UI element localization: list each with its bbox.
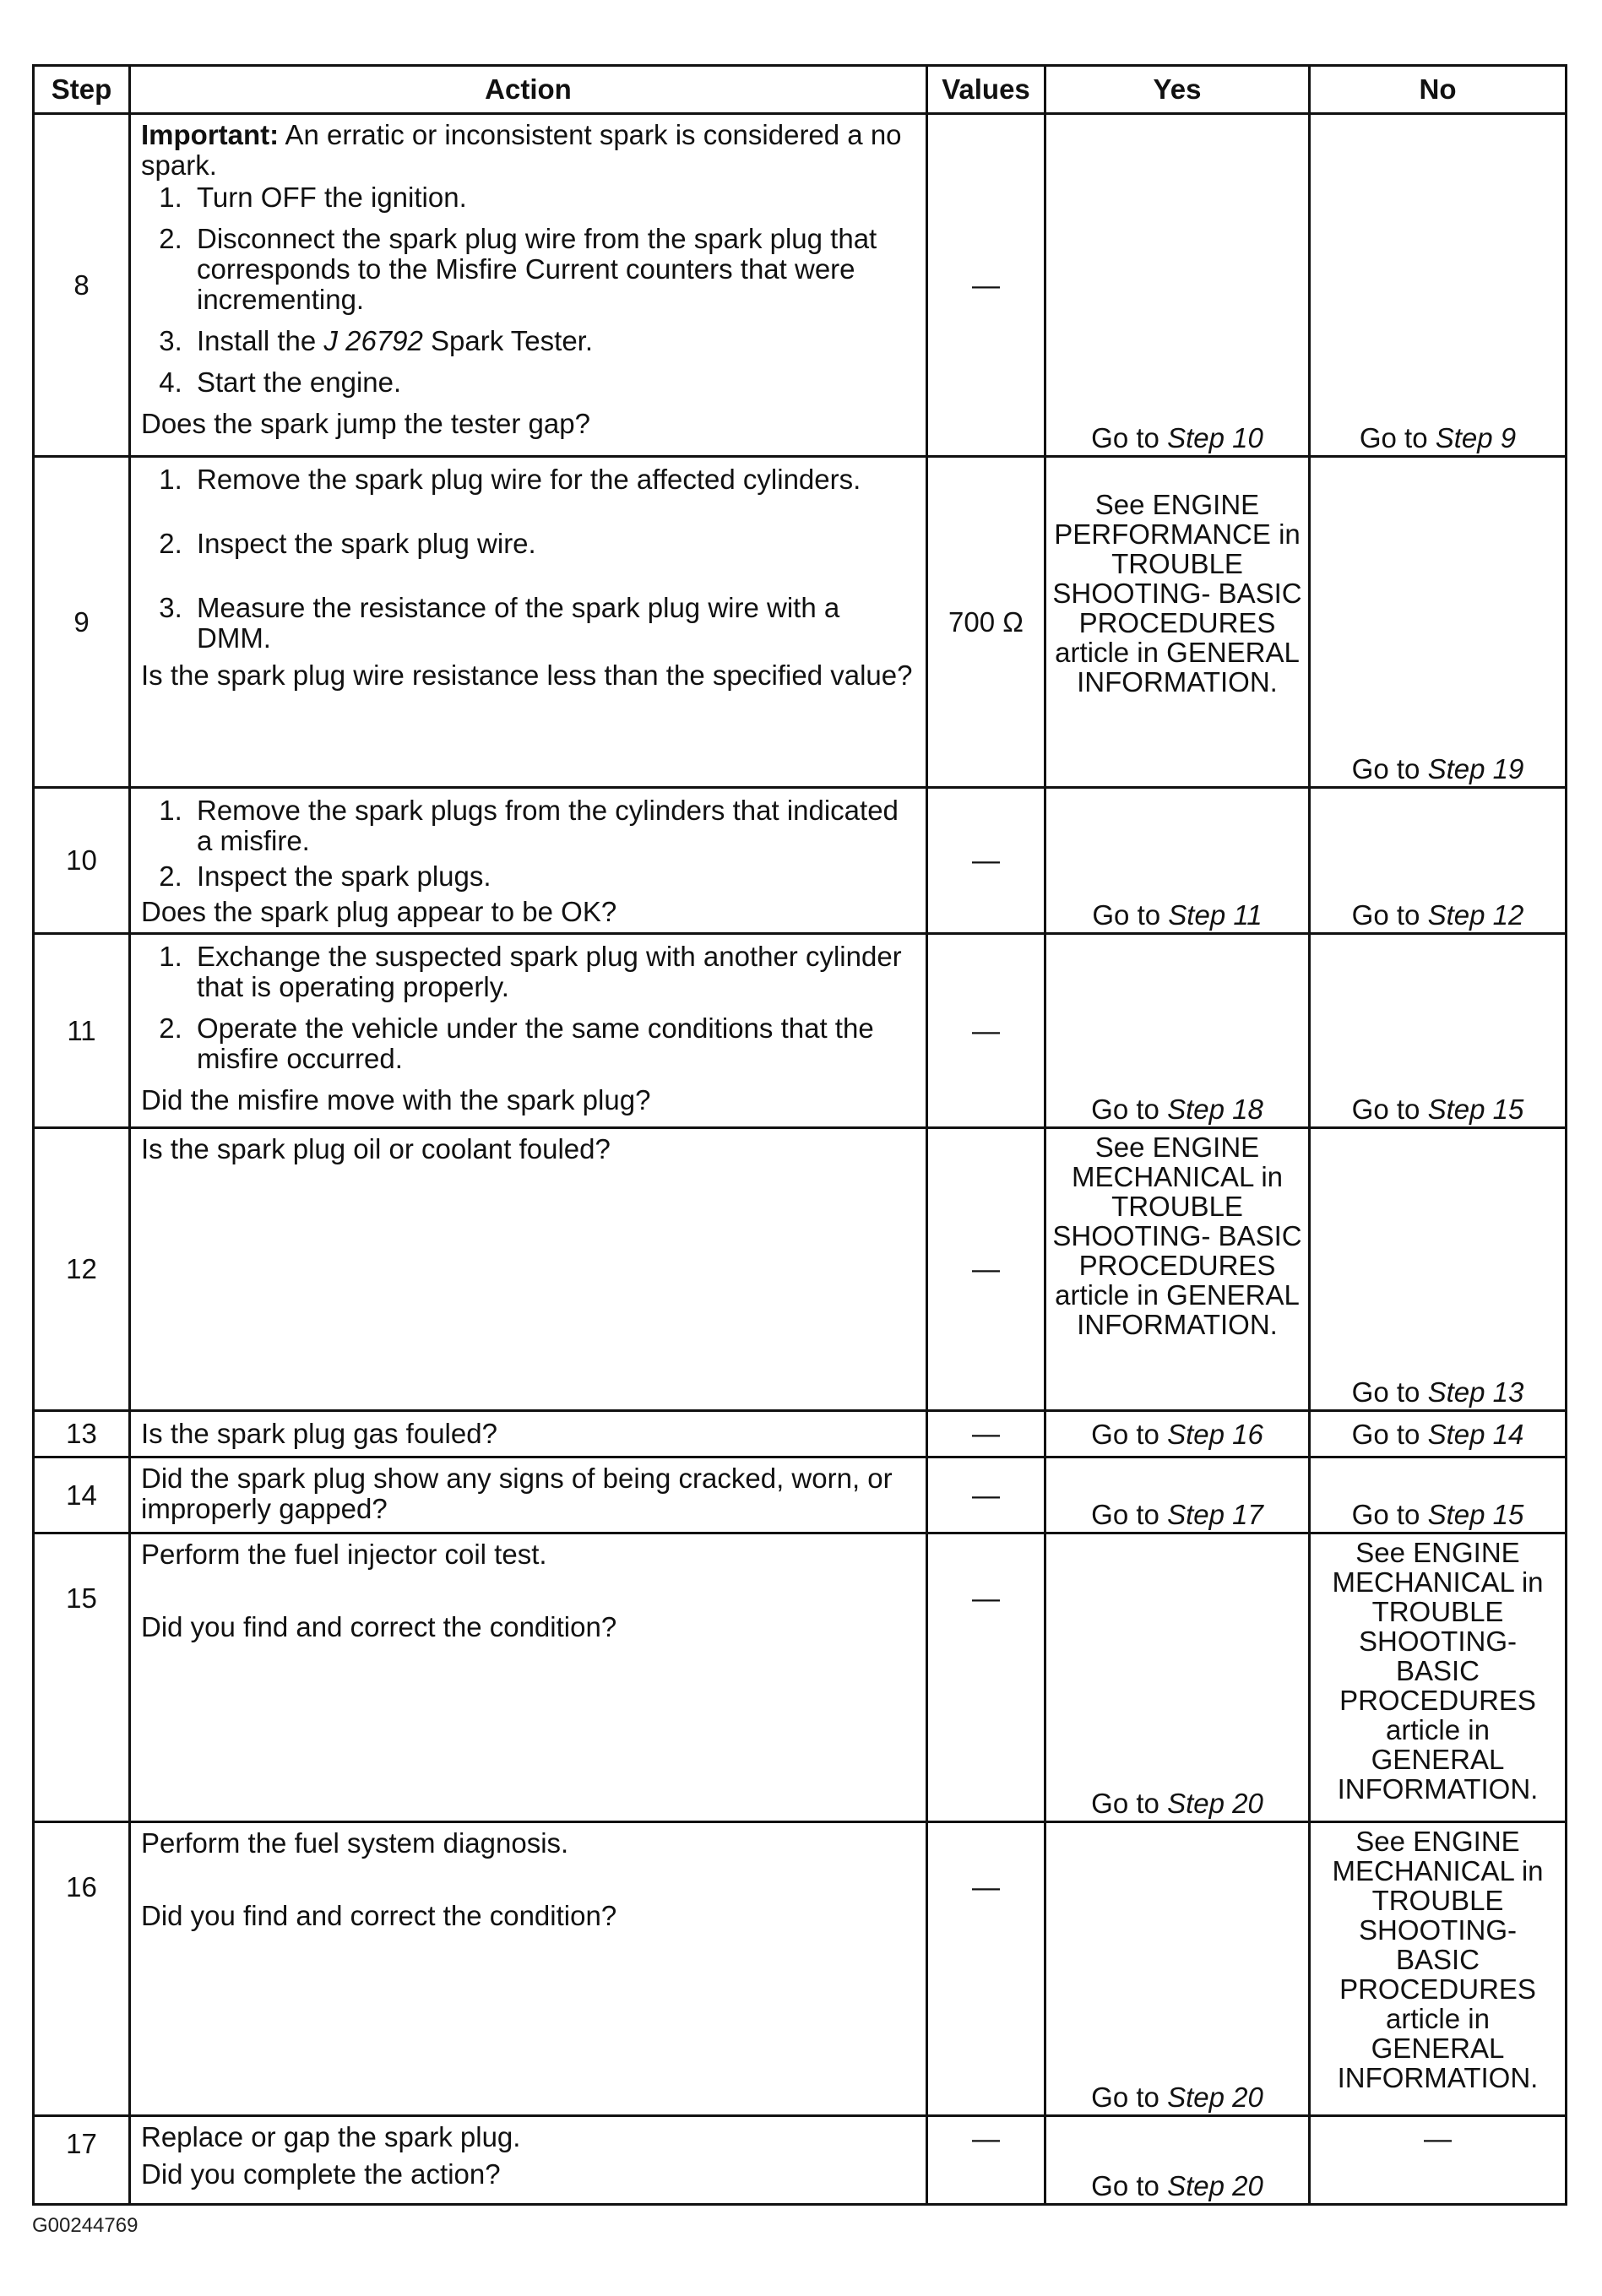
step-number-text: 16 [66, 1871, 97, 1902]
values-cell: — [927, 934, 1045, 1128]
goto-step-ref: Step 15 [1427, 1094, 1524, 1125]
goto-text: Go to [1351, 1419, 1428, 1450]
action-list [141, 795, 915, 892]
no-goto [1316, 1377, 1560, 1408]
action-item [190, 326, 915, 356]
table-row [34, 457, 1567, 788]
action-cell [130, 114, 927, 457]
table-row [34, 1822, 1567, 2116]
action-question: Is the spark plug oil or coolant fouled? [141, 1133, 611, 1164]
no-cell [1310, 1128, 1567, 1411]
step-number-text: 15 [66, 1582, 97, 1614]
goto-step-ref: Step 12 [1427, 899, 1524, 931]
goto-text: Go to [1351, 753, 1428, 784]
action-item: 2. Operate the vehicle under the same conditions that the misfire occurred. [190, 1013, 915, 1074]
action-cell [130, 1128, 927, 1411]
no-goto [1316, 1500, 1560, 1530]
no-cell [1310, 1822, 1567, 2116]
action-item: 1. Exchange the suspected spark plug with another cylinder that is operating properly. [190, 942, 915, 1002]
goto-step-ref: Step 17 [1167, 1499, 1263, 1530]
goto-step-ref: Step 19 [1427, 753, 1524, 784]
reference-note: See ENGINE MECHANICAL in TROUBLE SHOOTING- BASIC PROCEDURES article in GENERAL INFORMATION. [1052, 1132, 1302, 1340]
goto-step-ref: Step 13 [1427, 1376, 1524, 1408]
yes-cell [1045, 1822, 1310, 2116]
no-cell [1310, 457, 1567, 788]
action-line: Perform the fuel injector coil test. [141, 1539, 547, 1570]
yes-cell [1045, 1411, 1310, 1457]
yes-cell [1045, 1533, 1310, 1822]
goto-text: Go to [1091, 1094, 1168, 1125]
action-cell [130, 1411, 927, 1457]
yes-cell [1045, 934, 1310, 1128]
no-goto [1316, 754, 1560, 784]
step-number: 10 [34, 788, 130, 934]
table-row [34, 1457, 1567, 1533]
diagnostic-table [32, 64, 1567, 2206]
important-label: Important: [141, 119, 280, 150]
goto-step-ref: Step 16 [1167, 1419, 1263, 1450]
action-item: 2. Inspect the spark plug wire. [190, 529, 915, 559]
values-cell: — [927, 1457, 1045, 1533]
goto-step-ref: Step 10 [1167, 422, 1263, 453]
header-step: Step [34, 66, 130, 114]
action-question: Is the spark plug wire resistance less than the specified value? [141, 659, 913, 691]
yes-cell [1045, 1457, 1310, 1533]
no-cell [1310, 1457, 1567, 1533]
action-question: Is the spark plug gas fouled? [141, 1418, 497, 1449]
no-goto [1316, 423, 1560, 453]
goto-text: Go to [1092, 899, 1169, 931]
no-cell [1310, 934, 1567, 1128]
goto-step-ref: Step 20 [1167, 1788, 1263, 1819]
action-cell [130, 1533, 927, 1822]
values-cell: — [927, 1411, 1045, 1457]
yes-cell [1045, 788, 1310, 934]
action-list [141, 182, 915, 398]
goto-text: Go to [1351, 899, 1428, 931]
action-line: Perform the fuel system diagnosis. [141, 1827, 569, 1859]
values-cell: — [927, 788, 1045, 934]
yes-cell [1045, 114, 1310, 457]
figure-id: G00244769 [32, 2214, 138, 2237]
table-row [34, 934, 1567, 1128]
action-cell [130, 457, 927, 788]
goto-text: Go to [1351, 1499, 1428, 1530]
item-text: Spark Tester. [422, 325, 594, 356]
header-action: Action [130, 66, 927, 114]
action-question: Did you complete the action? [141, 2158, 501, 2190]
header-no: No [1310, 66, 1567, 114]
action-item: 1. Remove the spark plug wire for the affected cylinders. [190, 464, 915, 495]
action-list [141, 464, 915, 654]
no-value: — [1424, 2123, 1452, 2154]
action-cell [130, 2116, 927, 2205]
values-cell [927, 1533, 1045, 1822]
goto-text: Go to [1091, 1419, 1168, 1450]
action-cell [130, 788, 927, 934]
important-text: An erratic or inconsistent spark is considered a no spark. [141, 119, 902, 181]
table-row [34, 114, 1567, 457]
action-question: Did the misfire move with the spark plug? [141, 1084, 651, 1115]
action-item: 4. Start the engine. [190, 367, 915, 398]
reference-note: See ENGINE PERFORMANCE in TROUBLE SHOOTING- BASIC PROCEDURES article in GENERAL INFORMATION. [1052, 489, 1302, 697]
yes-cell [1045, 457, 1310, 788]
goto-text: Go to [1091, 1788, 1168, 1819]
no-cell [1310, 1533, 1567, 1822]
goto-step-ref: Step 20 [1167, 2170, 1263, 2201]
no-cell [1310, 788, 1567, 934]
action-question: Did you find and correct the condition? [141, 1900, 617, 1931]
step-number-text: 17 [66, 2128, 97, 2159]
values-cell: — [927, 1128, 1045, 1411]
action-item: 2. Disconnect the spark plug wire from the spark plug that corresponds to the Misfire Current counters that were incrementing. [190, 224, 915, 315]
tool-number: J 26792 [323, 325, 423, 356]
values-cell: 700 Ω [927, 457, 1045, 788]
values-cell [927, 2116, 1045, 2205]
step-number: 11 [34, 934, 130, 1128]
action-cell [130, 1822, 927, 2116]
values-cell: — [927, 114, 1045, 457]
item-text: Install the [197, 325, 324, 356]
action-item: 1. Turn OFF the ignition. [190, 182, 915, 213]
yes-goto [1051, 1500, 1303, 1530]
goto-step-ref: Step 20 [1167, 2082, 1263, 2113]
step-number: 14 [34, 1457, 130, 1533]
no-cell [1310, 2116, 1567, 2205]
action-question: Does the spark jump the tester gap? [141, 408, 590, 439]
action-question: Did the spark plug show any signs of being cracked, worn, or improperly gapped? [141, 1463, 893, 1524]
action-item: 1. Remove the spark plugs from the cylinders that indicated a misfire. [190, 795, 915, 856]
goto-text: Go to [1091, 422, 1168, 453]
values-text: — [972, 1871, 1000, 1902]
goto-text: Go to [1091, 1499, 1168, 1530]
step-number: 13 [34, 1411, 130, 1457]
yes-goto [1051, 2082, 1303, 2113]
yes-goto [1051, 1094, 1303, 1125]
reference-note: See ENGINE MECHANICAL in TROUBLE SHOOTING- BASIC PROCEDURES article in GENERAL INFORMATION. [1332, 1826, 1544, 2093]
action-cell [130, 1457, 927, 1533]
action-question: Did you find and correct the condition? [141, 1611, 617, 1642]
goto-text: Go to [1351, 1094, 1428, 1125]
step-number: 12 [34, 1128, 130, 1411]
step-number: 9 [34, 457, 130, 788]
yes-goto [1051, 900, 1303, 931]
step-number [34, 2116, 130, 2205]
values-text: — [972, 1582, 1000, 1614]
action-line: Replace or gap the spark plug. [141, 2121, 521, 2152]
yes-goto [1051, 423, 1303, 453]
values-text: — [972, 2123, 1000, 2154]
no-cell [1310, 1411, 1567, 1457]
header-row [34, 66, 1567, 114]
goto-step-ref: Step 15 [1427, 1499, 1524, 1530]
goto-step-ref: Step 11 [1168, 899, 1263, 931]
goto-step-ref: Step 9 [1435, 422, 1517, 453]
table-row [34, 1533, 1567, 1822]
step-number: 8 [34, 114, 130, 457]
yes-goto [1051, 2171, 1303, 2201]
table-row [34, 2116, 1567, 2205]
action-item: 2. Inspect the spark plugs. [190, 861, 915, 892]
goto-text: Go to [1359, 422, 1436, 453]
table-row [34, 1128, 1567, 1411]
step-number [34, 1533, 130, 1822]
no-goto [1316, 1419, 1560, 1450]
header-yes: Yes [1045, 66, 1310, 114]
action-question: Does the spark plug appear to be OK? [141, 896, 617, 927]
no-goto [1316, 900, 1560, 931]
yes-cell [1045, 1128, 1310, 1411]
goto-text: Go to [1351, 1376, 1428, 1408]
values-cell [927, 1822, 1045, 2116]
important-note [141, 120, 915, 181]
no-goto [1316, 1094, 1560, 1125]
goto-step-ref: Step 18 [1167, 1094, 1263, 1125]
action-item: 3. Measure the resistance of the spark plug wire with a DMM. [190, 593, 915, 654]
header-values: Values [927, 66, 1045, 114]
yes-goto [1051, 1788, 1303, 1819]
no-cell [1310, 114, 1567, 457]
reference-note: See ENGINE MECHANICAL in TROUBLE SHOOTING- BASIC PROCEDURES article in GENERAL INFORMATION. [1332, 1537, 1544, 1805]
step-number [34, 1822, 130, 2116]
action-cell [130, 934, 927, 1128]
yes-cell [1045, 2116, 1310, 2205]
table-row [34, 1411, 1567, 1457]
goto-step-ref: Step 14 [1427, 1419, 1524, 1450]
action-list [141, 942, 915, 1074]
yes-goto [1051, 1419, 1303, 1450]
goto-text: Go to [1091, 2082, 1168, 2113]
table-row [34, 788, 1567, 934]
goto-text: Go to [1091, 2170, 1168, 2201]
